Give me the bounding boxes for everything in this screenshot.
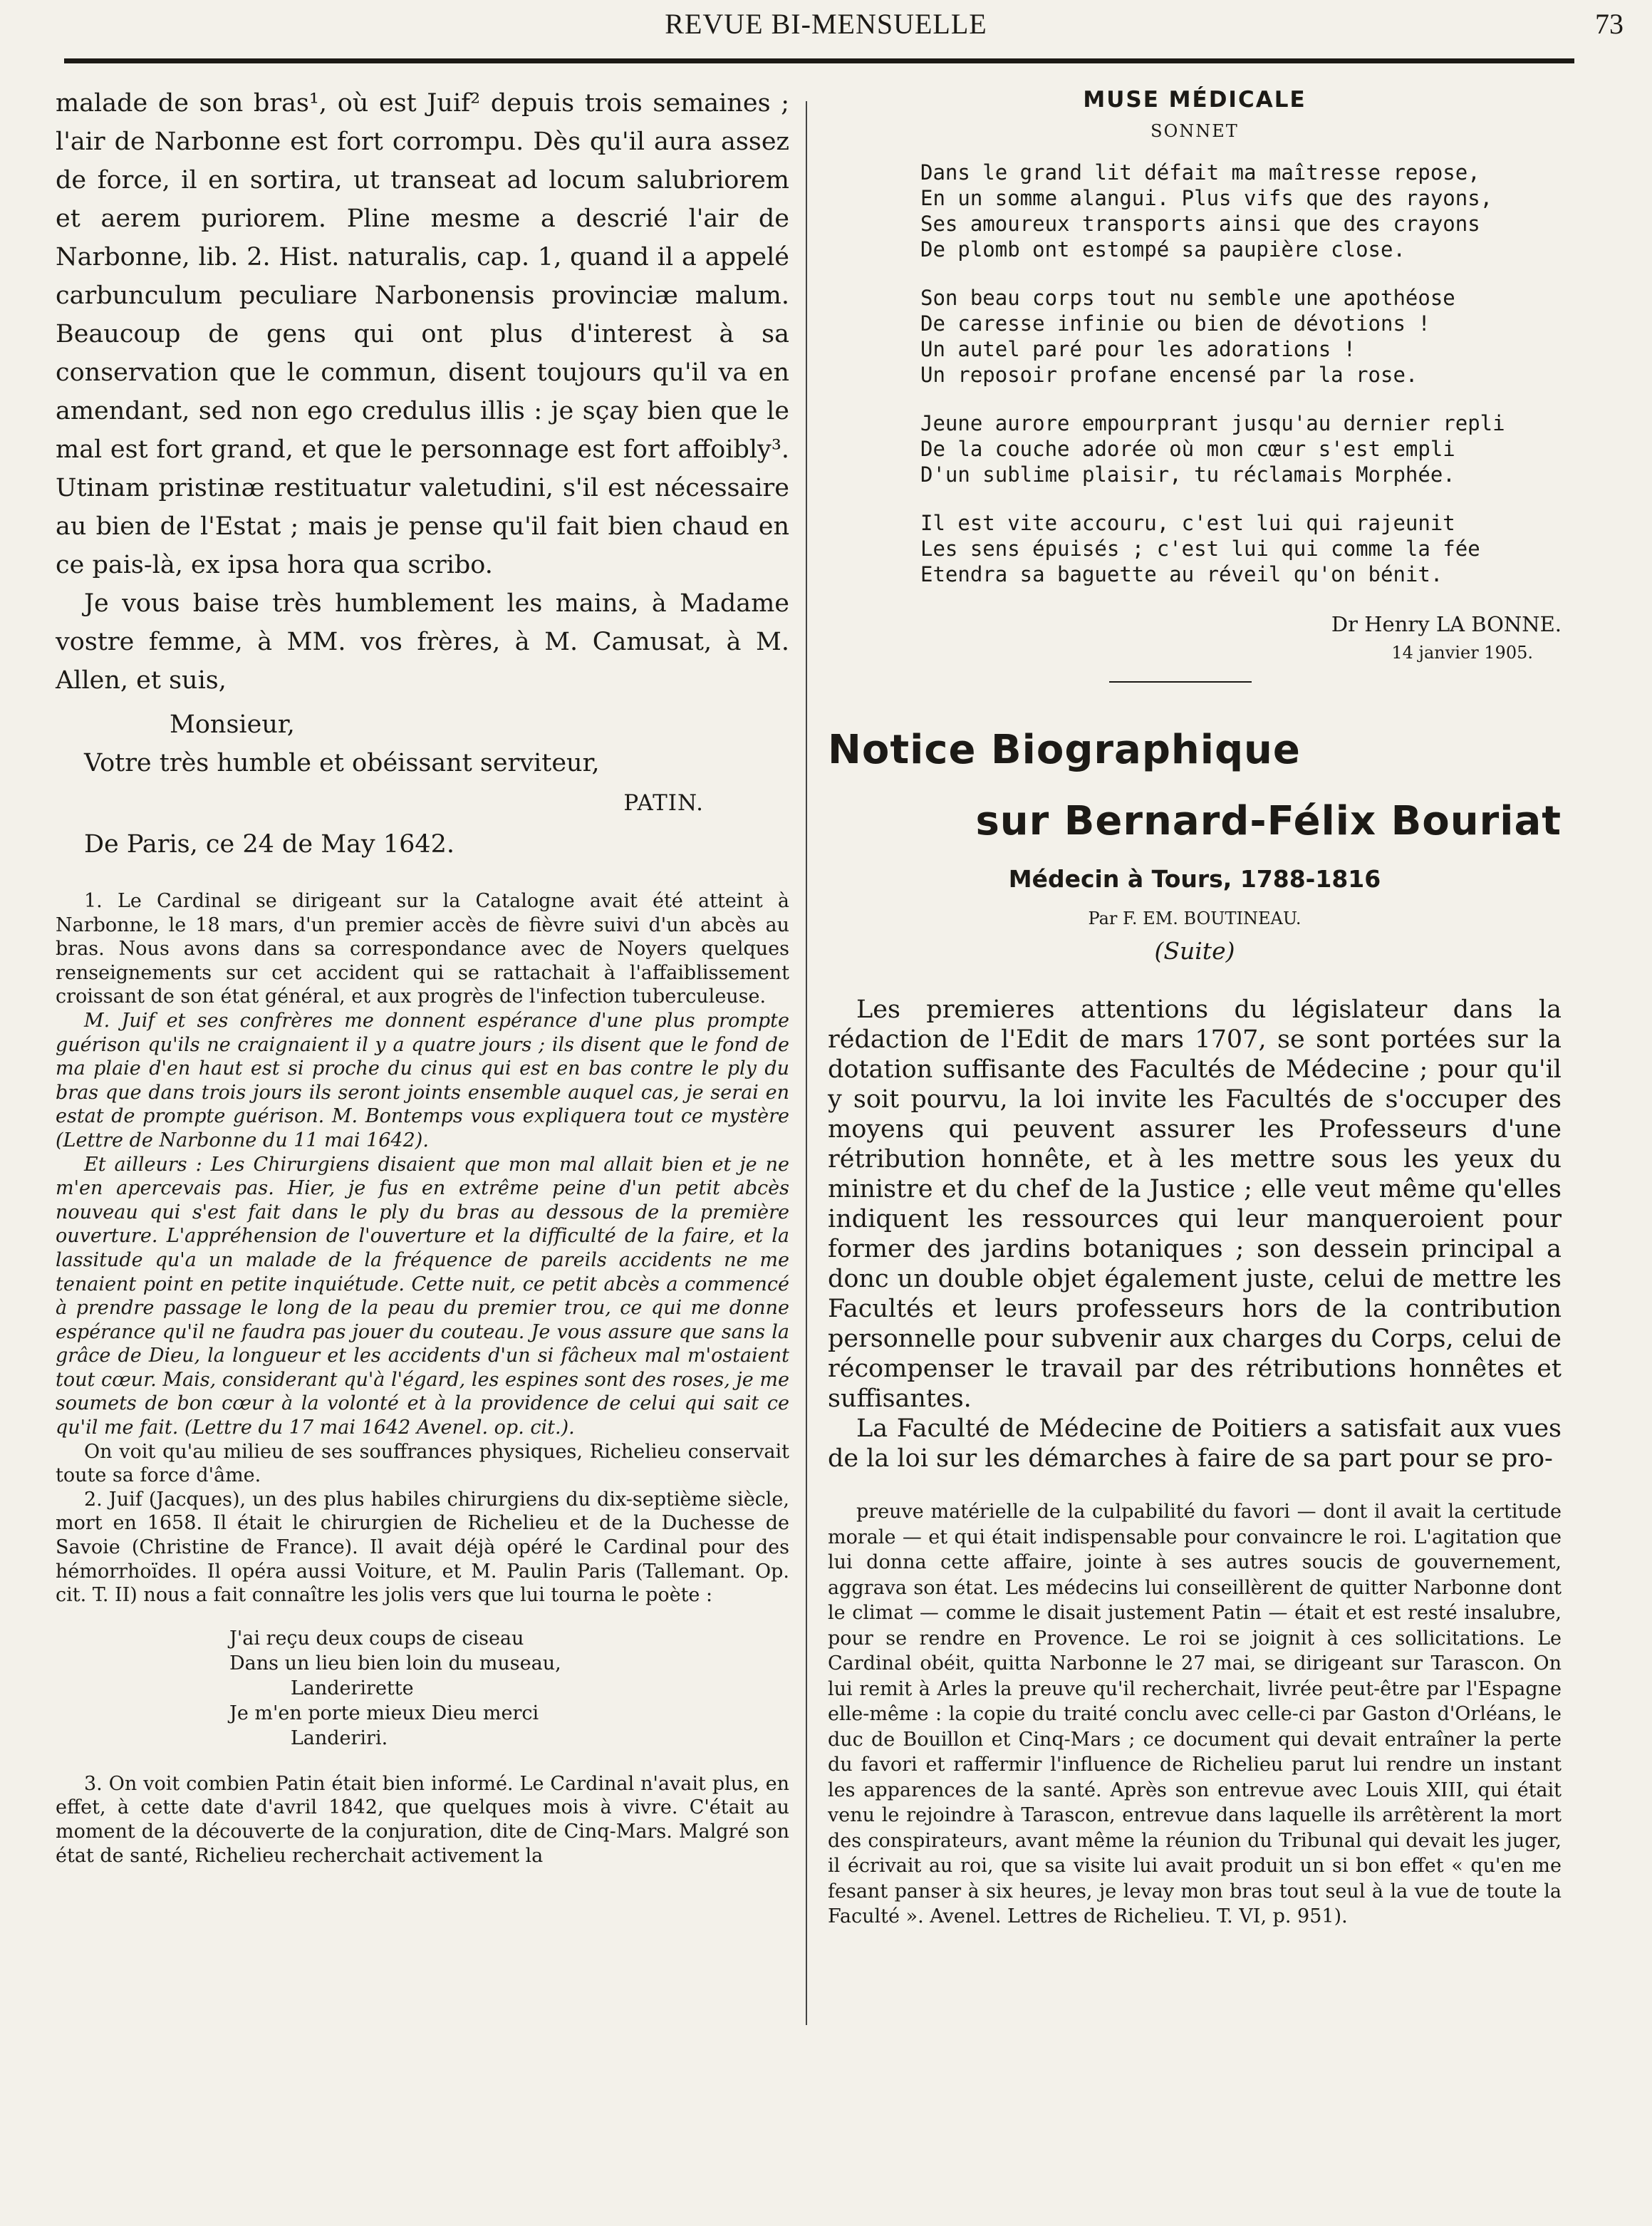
verse-line: Dans un lieu bien loin du museau, [229,1652,561,1674]
poem-line: En un somme alangui. Plus vifs que des rayons, [920,186,1493,210]
poem-line: Etendra sa baguette au réveil qu'on bénit. [920,562,1443,586]
poem-line: Ses amoureux transports ainsi que des crayons [920,212,1480,236]
letter-paragraph: Je vous baise très humblement les mains, à Madame vostre femme, à MM. vos frères, à M. Camusat, à M. Allen, et suis, [56,589,789,695]
section-title: MUSE MÉDICALE [1083,87,1306,113]
verse-line: Landerirette [229,1677,414,1699]
poem-line: Il est vite accouru, c'est lui qui rajeunit [920,511,1455,535]
letter-signature: PATIN. [623,790,704,816]
article-paragraph: La Faculté de Médecine de Poitiers a satisfait aux vues de la loi sur les démarches à faire de sa part pour se pro- [828,1414,1562,1473]
poem-line: Dans le grand lit défait ma maîtresse repose, [920,160,1480,185]
page-number: 73 [1595,8,1624,40]
footnote-quote: M. Juif et ses confrères me donnent espérance d'une plus prompte guérison qu'ils ne craignaient il y a quatre jours ; ils disent que le fond de ma plaie d'en haut est si proche du cinus qui est en bas contre le ply du bras que dans trois jours ils seront joints ensemble auquel cas, je serai en estat de prompte guérison. M. Bontemps vous expliquera tout ce mystère (Lettre de Narbonne du 11 mai 1642). [56,1009,789,1151]
footnote: On voit qu'au milieu de ses souffrances physiques, Richelieu conservait toute sa force d'âme. [56,1440,789,1487]
header-rule [64,58,1574,63]
article-paragraph: Les premieres attentions du législateur dans la rédaction de l'Edit de mars 1707, se sont portées sur la dotation suffisante des Facultés de Médecine ; pour qu'il y soit pourvu, la loi invite les Facultés de s'occuper des moyens qui peuvent assurer les Professeurs d'une rétribution honnête, et à les mettre sous les yeux du ministre et du chef de la Justice ; elle veut même qu'elles indiquent les ressources qui leur manqueroient pour former des jardins botaniques ; son dessein principal a donc un double objet également juste, celui de mettre les Facultés et leurs professeurs hors de la contribution personnelle pour subvenir aux charges du Corps, celui de récompenser le travail par des rétributions honnêtes et suffisantes. [828,995,1562,1413]
footnote-quote: Et ailleurs : Les Chirurgiens disaient que mon mal allait bien et je ne m'en apercevais pas. Hier, je fus en extrême peine d'un petit abcès nouveau qui s'est fait dans le ply du bras au dessous de la première ouverture. L'appréhension de l'ouverture et la difficulté de la faire, et la lassitude qu'a un malade de la fréquence de pareils accidents ne me tenaient point en petite inquiétude. Cette nuit, ce petit abcès a commencé à prendre passage le long de la peau du premier trou, ce qui me donne espérance qu'il ne faudra pas jouer du couteau. Je vous assure que sans la grâce de Dieu, la longueur et les accidents d'un si fâcheux mal m'ostaient tout cœur. Mais, considerant qu'à l'égard, les espines sont des roses, je me soumets de bon cœur à la volonté et à la providence de celui qui sait ce qu'il me fait. (Lettre du 17 mai 1642 Avenel. op. cit.). [56,1153,789,1439]
poem-line: Son beau corps tout nu semble une apothéose [920,286,1455,310]
poem-line: Un reposoir profane encensé par la rose. [920,363,1418,387]
column-divider [806,101,807,2025]
section-rule [1109,681,1252,683]
verse-line: J'ai reçu deux coups de ciseau [229,1627,524,1650]
footnote-continued: preuve matérielle de la culpabilité du favori — dont il avait la certitude morale — et qui était indispensable pour convaincre le roi. L'agitation que lui donna cette affaire, jointe à ses autres soucis de gouvernement, aggrava son état. Les médecins lui conseillèrent de quitter Narbonne dont le climat — comme le disait justement Patin — était et est resté insalubre, pour se rendre en Provence. Le roi se joignit à ces sollicitations. Le Cardinal obéit, quitta Narbonne le 27 mai, se dirigeant sur Tarascon. On lui remit à Arles la preuve qu'il recherchait, livrée peut-être par l'Espagne elle-même : la copie du traité conclu avec celle-ci par Gaston d'Orléans, le duc de Bouillon et Cinq-Mars ; ce document qui devait entraîner la perte du favori et raffermir l'influence de Richelieu parut lui rendre un instant les apparences de la santé. Après son entrevue avec Louis XIII, qui était venu le rejoindre à Tarascon, entrevue dans laquelle ils arrêtèrent la mort des conspirateurs, avant même la réunion du Tribunal qui devait les juger, il écrivait au roi, que sa visite lui avait produit un si bon effet « qu'en me fesant panser à six heures, je levay mon bras tout seul à la vue de toute la Faculté ». Avenel. Lettres de Richelieu. T. VI, p. 951). [828,1501,1562,1927]
poem-line: Les sens épuisés ; c'est lui qui comme la fée [920,537,1480,561]
running-header: REVUE BI-MENSUELLE [665,8,987,40]
poem-stanza [920,510,1562,587]
poem-line: De la couche adorée où mon cœur s'est empli [920,437,1455,461]
poem-line: De plomb ont estompé sa paupière close. [920,237,1406,262]
footnote-verse [229,1626,789,1751]
footnote: 3. On voit combien Patin était bien informé. Le Cardinal n'avait plus, en effet, à cette date d'avril 1842, que quelques mois à vivre. C'était au moment de la découverte de la conjuration, dite de Cinq-Mars. Malgré son état de santé, Richelieu recherchait activement la [56,1772,789,1867]
footnote: 2. Juif (Jacques), un des plus habiles chirurgiens du dix-septième siècle, mort en 1658. Il était le chirurgien de Richelieu et de la Duchesse de Savoie (Christine de France). Il avait déjà opéré le Cardinal pour des hémorrhoïdes. Il opéra aussi Voiture, et M. Paulin Paris (Tallemant. Op. cit. T. II) nous a fait connaître les jolis vers que lui tourna le poète : [56,1488,789,1607]
poem-author: Dr Henry LA BONNE. [1331,612,1562,636]
poem-date: 14 janvier 1905. [1391,643,1533,663]
poem-stanza [920,285,1562,388]
article-subtitle: Médecin à Tours, 1788-1816 [1008,865,1381,893]
poem-line: D'un sublime plaisir, tu réclamais Morphée. [920,462,1455,487]
poem-stanza [920,160,1562,262]
footnote: 1. Le Cardinal se dirigeant sur la Catalogne avait été atteint à Narbonne, le 18 mars, d'un premier accès de fièvre suivi d'un abcès au bras. Nous avons dans sa correspondance avec de Noyers quelques renseignements sur cet accident qui se rattachait à l'affaiblissement croissant de son état général, et aux progrès de l'infection tuberculeuse. [56,890,789,1008]
poem-line: De caresse infinie ou bien de dévotions ! [920,311,1430,336]
letter-date: De Paris, ce 24 de May 1642. [84,830,455,859]
article-continuation: (Suite) [1154,937,1235,965]
poem-label: SONNET [1150,121,1239,141]
verse-line: Je m'en porte mieux Dieu merci [229,1702,539,1724]
poem-line: Un autel paré pour les adorations ! [920,337,1356,361]
article-byline: Par F. EM. BOUTINEAU. [1088,908,1302,928]
letter-salutation: Monsieur, [170,710,295,739]
letter-paragraph: malade de son bras¹, où est Juif² depuis trois semaines ; l'air de Narbonne est fort corrompu. Dès qu'il aura assez de force, il en sortira, ut transeat ad locum salubriorem et aerem puriorem. Pline mesme a descrié l'air de Narbonne, lib. 2. Hist. naturalis, cap. 1, quand il a appelé carbunculum peculiare Narbonensis provinciæ malum. Beaucoup de gens qui ont plus d'interest à sa conservation que le commun, disent toujours qu'il va en amendant, sed non ego credulus illis : je sçay bien que le mal est fort grand, et que le personnage est fort affoibly³. Utinam pristinæ restituatur valetudini, s'il est nécessaire au bien de l'Estat ; mais je pense qu'il fait bien chaud en ce pais-là, ex ipsa hora qua scribo. [56,89,789,579]
left-column [56,84,789,1868]
poem-stanza [920,410,1562,487]
article-title: Notice Biographique [828,727,1301,773]
verse-line: Landeriri. [229,1727,388,1749]
poem-line: Jeune aurore empourprant jusqu'au dernier repli [920,411,1505,435]
letter-closing: Votre très humble et obéissant serviteur, [84,749,600,777]
right-column [828,84,1562,1930]
article-title-line-2: sur Bernard-Félix Bouriat [975,798,1562,844]
